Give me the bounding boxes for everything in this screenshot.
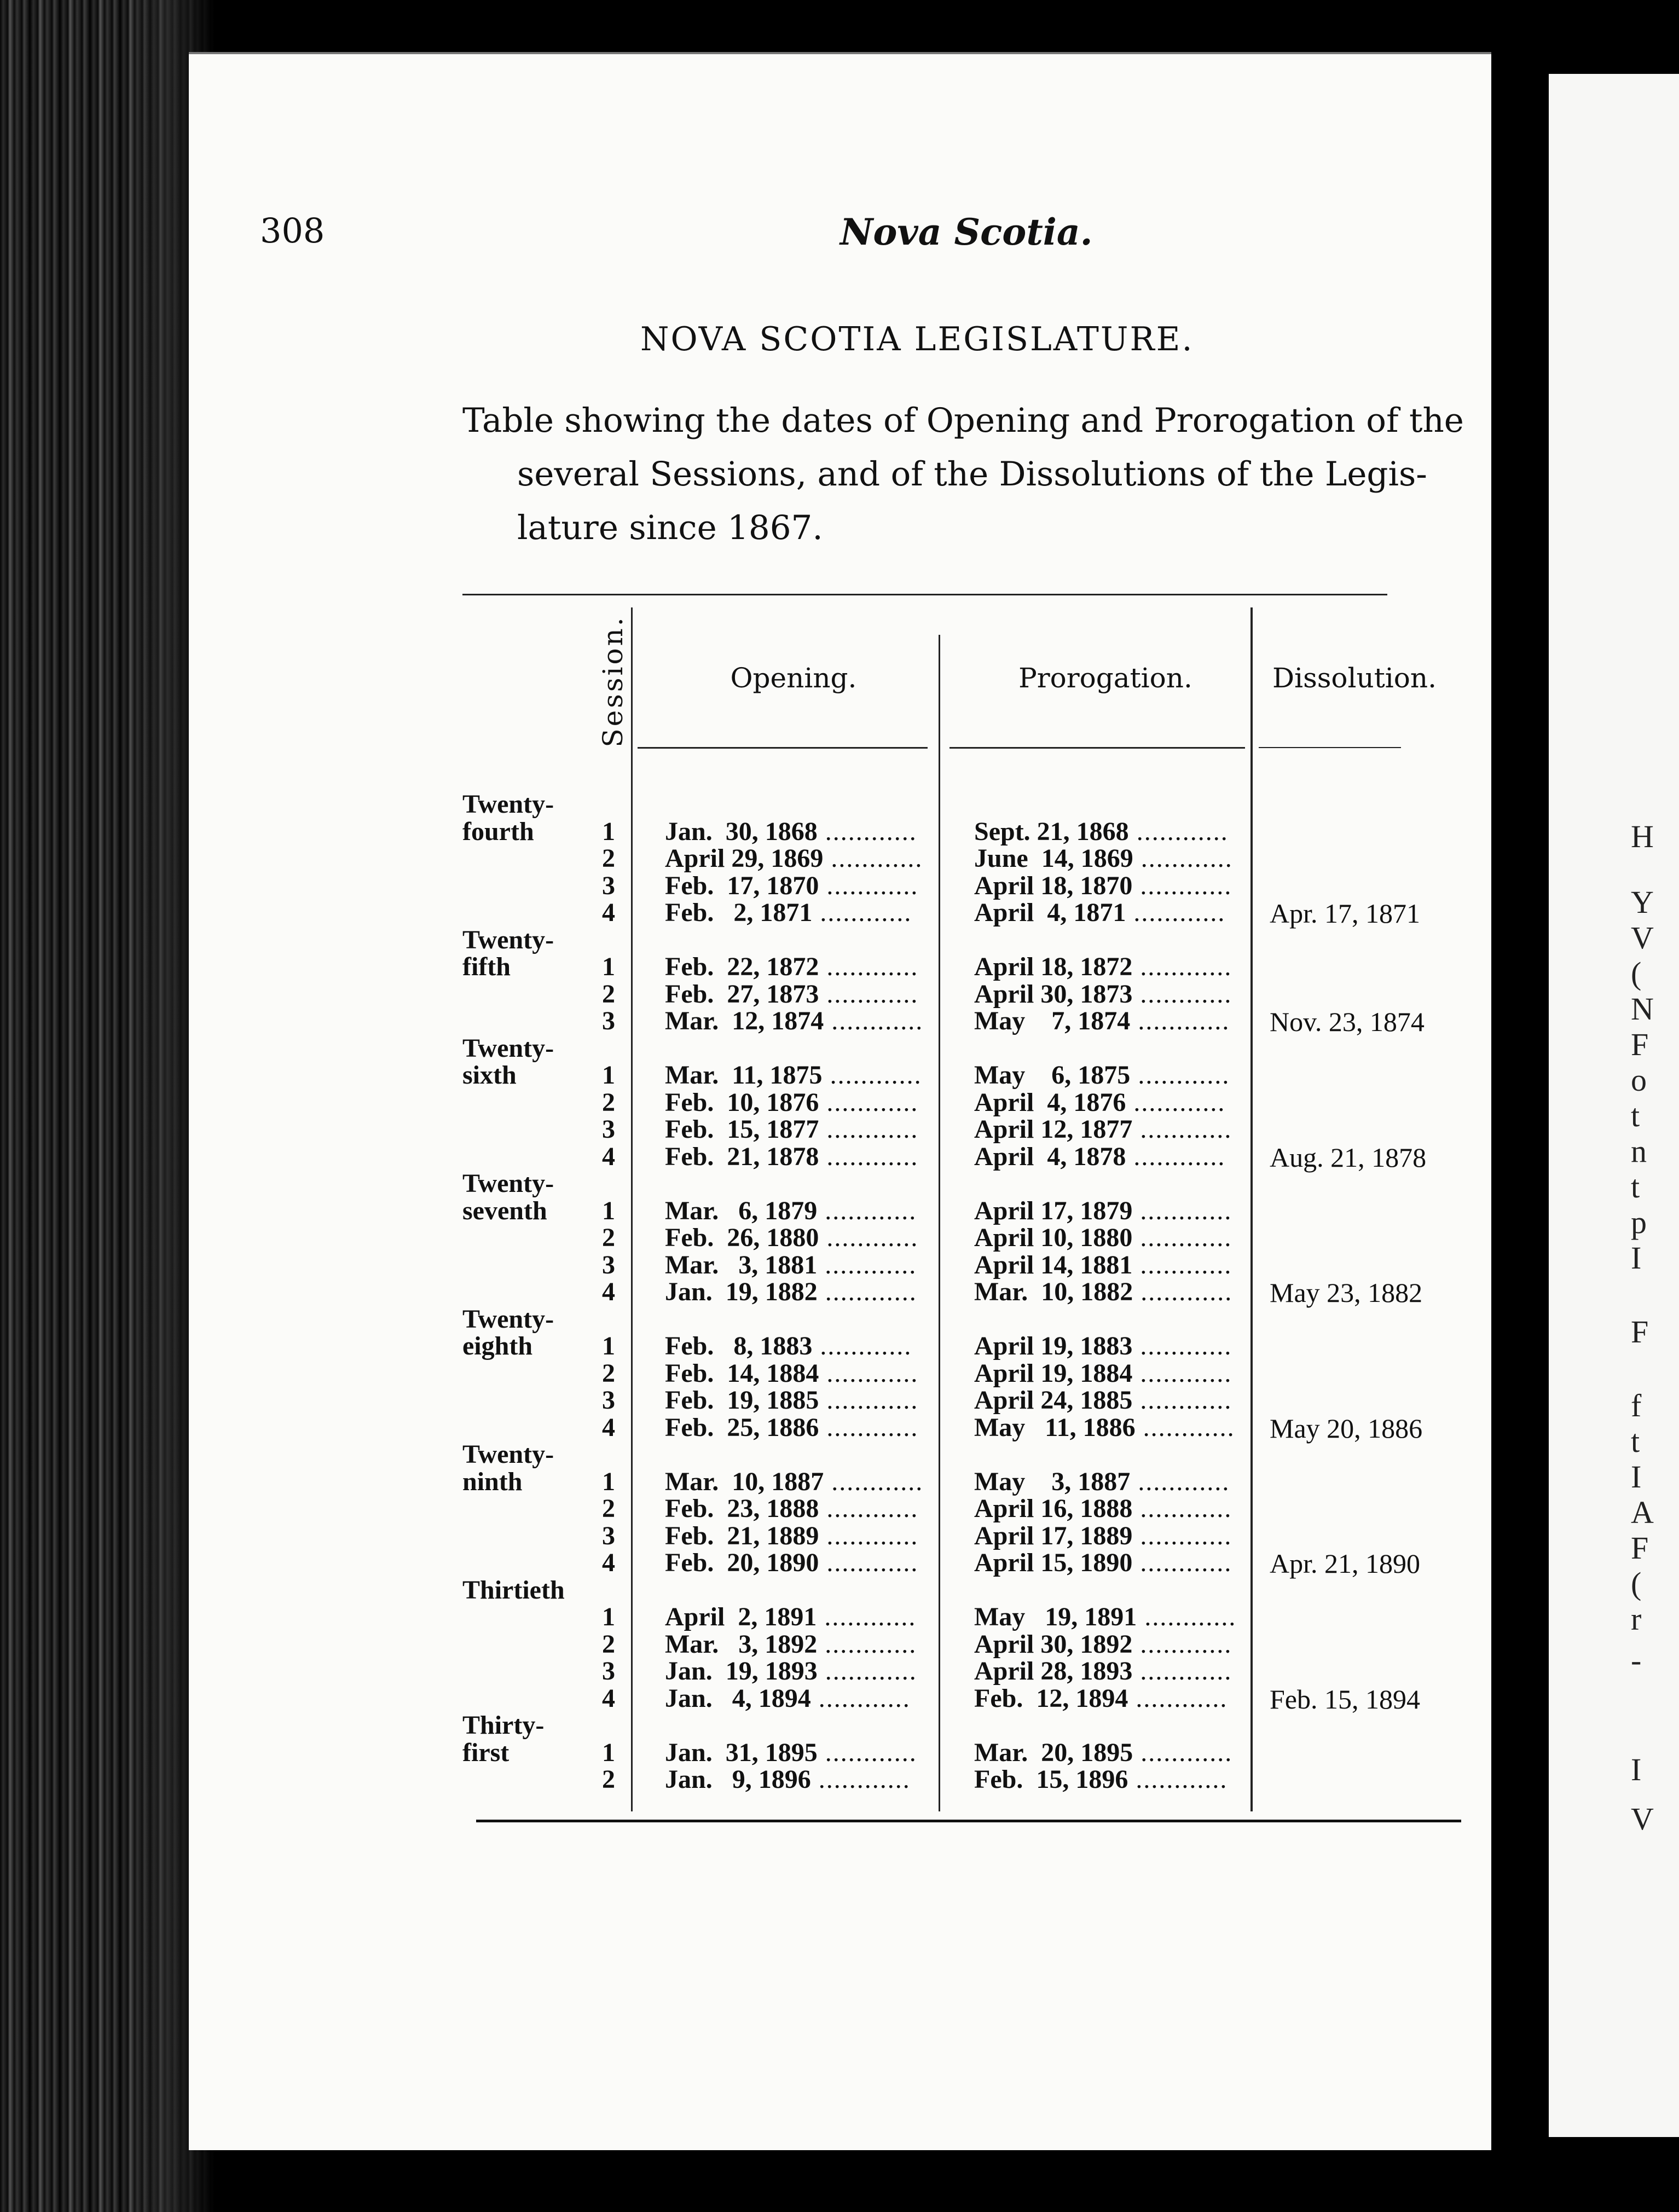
opening-cell: Feb. 8, 1883 ..... — [665, 1331, 933, 1361]
facing-page-text: ( — [1631, 956, 1642, 991]
session-cell: 2 — [602, 1765, 615, 1794]
header-underline — [1259, 747, 1401, 748]
table-row — [0, 1358, 1679, 1388]
facing-page-text: t — [1631, 1169, 1640, 1205]
session-cell: 1 — [602, 1061, 615, 1090]
facing-page-text: o — [1631, 1062, 1647, 1098]
legislature-name: Twenty- — [462, 1304, 554, 1334]
opening-cell: Feb. 22, 1872 ..... — [665, 952, 933, 982]
table-row — [0, 1385, 1679, 1415]
prorogation-cell: April 16, 1888 ..... — [974, 1493, 1253, 1524]
session-cell: 4 — [602, 1277, 615, 1306]
page-number: 308 — [260, 211, 325, 251]
session-cell: 3 — [602, 1386, 615, 1415]
opening-cell: Jan. 31, 1895 ..... — [665, 1738, 933, 1768]
opening-cell: Feb. 21, 1878 ..... — [665, 1142, 933, 1172]
prorogation-cell: May 7, 1874 ..... — [974, 1006, 1253, 1036]
facing-page-text: p — [1631, 1205, 1647, 1240]
legislature-name: eighth — [462, 1331, 533, 1360]
prorogation-cell: Mar. 20, 1895 ..... — [974, 1738, 1253, 1768]
opening-cell: Jan. 30, 1868 ..... — [665, 817, 933, 847]
session-cell: 2 — [602, 1223, 615, 1252]
table-row — [0, 1602, 1679, 1631]
header-session-label: Session. — [597, 615, 629, 748]
opening-cell: Feb. 25, 1886 ..... — [665, 1412, 933, 1443]
legislature-name: sixth — [462, 1061, 517, 1090]
facing-page-text: - — [1631, 1642, 1642, 1678]
opening-cell: Feb. 26, 1880 ..... — [665, 1223, 933, 1253]
table-row — [0, 1006, 1679, 1037]
table-row — [0, 1277, 1679, 1308]
header-opening: Opening. — [730, 662, 857, 694]
prorogation-cell: May 11, 1886 ..... — [974, 1412, 1253, 1443]
legislature-name: Twenty- — [462, 925, 554, 954]
legislature-name: Twenty- — [462, 790, 554, 819]
facing-page-text: ( — [1631, 1566, 1642, 1601]
caption-line: lature since 1867. — [517, 508, 823, 547]
legislature-name: Thirty- — [462, 1711, 545, 1740]
facing-page-text: H — [1631, 819, 1654, 854]
caption-line: Table showing the dates of Opening and Prorogation of the — [462, 401, 1464, 440]
table-row — [0, 979, 1679, 1009]
table-row — [0, 871, 1679, 900]
table-top-rule — [462, 594, 1387, 595]
table-caption — [462, 394, 1502, 555]
opening-cell: April 2, 1891 ..... — [665, 1602, 933, 1632]
table-row — [0, 1060, 1679, 1090]
prorogation-cell: April 4, 1878 ..... — [974, 1142, 1253, 1172]
facing-page-text: F — [1631, 1314, 1649, 1350]
table-row — [0, 1738, 1679, 1767]
opening-cell: Feb. 21, 1889 ..... — [665, 1521, 933, 1551]
prorogation-cell: May 19, 1891 ..... — [974, 1602, 1253, 1632]
opening-cell: Mar. 10, 1887 ..... — [665, 1467, 933, 1497]
session-cell: 1 — [602, 1196, 615, 1225]
prorogation-cell: April 18, 1870 ..... — [974, 871, 1253, 901]
prorogation-cell: April 10, 1880 ..... — [974, 1223, 1253, 1253]
prorogation-cell: May 3, 1887 ..... — [974, 1467, 1253, 1497]
prorogation-cell: Mar. 10, 1882 ..... — [974, 1277, 1253, 1307]
table-row — [0, 1087, 1679, 1117]
opening-cell: Mar. 11, 1875 ..... — [665, 1060, 933, 1090]
opening-cell: Mar. 6, 1879 ..... — [665, 1196, 933, 1226]
prorogation-cell: April 17, 1889 ..... — [974, 1521, 1253, 1551]
header-underline — [638, 747, 928, 749]
session-cell: 4 — [602, 1548, 615, 1577]
opening-cell: Feb. 2, 1871 ..... — [665, 897, 933, 928]
caption-line: several Sessions, and of the Dissolutions of the Legis- — [517, 455, 1427, 494]
table-row — [0, 1114, 1679, 1144]
facing-page-text: F — [1631, 1027, 1649, 1062]
prorogation-cell: April 19, 1883 ..... — [974, 1331, 1253, 1361]
prorogation-cell: April 28, 1893 ..... — [974, 1656, 1253, 1686]
prorogation-cell: April 15, 1890 ..... — [974, 1548, 1253, 1578]
facing-page-text: n — [1631, 1133, 1647, 1169]
header-prorogation: Prorogation. — [1018, 662, 1192, 694]
legislature-name: Twenty- — [462, 1440, 554, 1469]
opening-cell: Feb. 14, 1884 ..... — [665, 1358, 933, 1388]
table-row — [0, 897, 1679, 929]
opening-cell: Mar. 12, 1874 ..... — [665, 1006, 933, 1036]
legislature-name: fourth — [462, 817, 534, 846]
legislature-name: fifth — [462, 952, 511, 981]
table-row — [0, 952, 1679, 981]
session-cell: 3 — [602, 871, 615, 900]
prorogation-cell: April 14, 1881 ..... — [974, 1250, 1253, 1280]
prorogation-cell: Feb. 12, 1894 ..... — [974, 1683, 1253, 1713]
section-title: NOVA SCOTIA LEGISLATURE. — [640, 320, 1194, 358]
dissolution-cell: Apr. 17, 1871 — [1270, 898, 1420, 929]
table-row — [0, 1250, 1679, 1279]
prorogation-cell: June 14, 1869 ..... — [974, 843, 1253, 873]
table-row — [0, 1331, 1679, 1360]
dissolution-cell: Nov. 23, 1874 — [1270, 1006, 1425, 1037]
opening-cell: Feb. 23, 1888 ..... — [665, 1493, 933, 1524]
prorogation-cell: April 24, 1885 ..... — [974, 1385, 1253, 1415]
table-row — [0, 1656, 1679, 1686]
dissolution-cell: May 23, 1882 — [1270, 1277, 1423, 1308]
session-cell: 1 — [602, 952, 615, 981]
facing-page-text: N — [1631, 991, 1654, 1027]
session-cell: 2 — [602, 1087, 615, 1117]
prorogation-cell: April 18, 1872 ..... — [974, 952, 1253, 982]
session-cell: 3 — [602, 1006, 615, 1035]
table-row — [0, 1412, 1679, 1444]
prorogation-cell: Feb. 15, 1896 ..... — [974, 1764, 1253, 1794]
session-cell: 3 — [602, 1657, 615, 1686]
facing-page-text: V — [1631, 920, 1654, 956]
table-row — [0, 1548, 1679, 1579]
opening-cell: Jan. 19, 1893 ..... — [665, 1656, 933, 1686]
session-cell: 1 — [602, 1467, 615, 1496]
opening-cell: April 29, 1869 ..... — [665, 843, 933, 873]
facing-page-text: F — [1631, 1530, 1649, 1566]
session-cell: 4 — [602, 1683, 615, 1713]
legislature-name: seventh — [462, 1196, 547, 1225]
session-cell: 4 — [602, 1412, 615, 1442]
table-row — [0, 1764, 1679, 1794]
session-cell: 3 — [602, 1521, 615, 1550]
dissolution-cell: Feb. 15, 1894 — [1270, 1683, 1420, 1715]
legislature-name: first — [462, 1738, 510, 1767]
prorogation-cell: April 4, 1876 ..... — [974, 1087, 1253, 1117]
legislature-name: ninth — [462, 1467, 523, 1496]
opening-cell: Feb. 17, 1870 ..... — [665, 871, 933, 901]
session-cell: 2 — [602, 1494, 615, 1523]
session-cell: 2 — [602, 1358, 615, 1388]
table-row — [0, 1521, 1679, 1550]
facing-page-text: A — [1631, 1495, 1654, 1530]
prorogation-cell: April 17, 1879 ..... — [974, 1196, 1253, 1226]
header-session — [597, 615, 629, 748]
prorogation-cell: April 4, 1871 ..... — [974, 897, 1253, 928]
prorogation-cell: April 30, 1892 ..... — [974, 1629, 1253, 1659]
table-row — [0, 817, 1679, 846]
session-cell: 3 — [602, 1115, 615, 1144]
header-dissolution: Dissolution. — [1272, 662, 1437, 694]
session-cell: 1 — [602, 817, 615, 846]
facing-page-text: I — [1631, 1459, 1642, 1495]
table-row — [0, 1493, 1679, 1523]
session-cell: 1 — [602, 1738, 615, 1767]
facing-page-text: I — [1631, 1240, 1642, 1276]
running-title: Nova Scotia. — [840, 211, 1093, 253]
session-cell: 1 — [602, 1602, 615, 1631]
facing-page-text: I — [1631, 1752, 1642, 1787]
opening-cell: Feb. 20, 1890 ..... — [665, 1548, 933, 1578]
opening-cell: Jan. 9, 1896 ..... — [665, 1764, 933, 1794]
opening-cell: Feb. 15, 1877 ..... — [665, 1114, 933, 1144]
opening-cell: Jan. 4, 1894 ..... — [665, 1683, 933, 1713]
legislature-name: Twenty- — [462, 1033, 554, 1063]
opening-cell: Feb. 10, 1876 ..... — [665, 1087, 933, 1117]
dissolution-cell: Aug. 21, 1878 — [1270, 1142, 1427, 1173]
table-bottom-rule — [476, 1820, 1461, 1822]
opening-cell: Feb. 19, 1885 ..... — [665, 1385, 933, 1415]
table-row — [0, 1196, 1679, 1225]
session-cell: 2 — [602, 979, 615, 1009]
opening-cell: Jan. 19, 1882 ..... — [665, 1277, 933, 1307]
table-row — [0, 1467, 1679, 1496]
legislature-name: Twenty- — [462, 1169, 554, 1198]
dissolution-cell: May 20, 1886 — [1270, 1412, 1423, 1444]
session-cell: 4 — [602, 1142, 615, 1171]
opening-cell: Feb. 27, 1873 ..... — [665, 979, 933, 1009]
facing-page-text: V — [1631, 1801, 1654, 1837]
facing-page-text: r — [1631, 1601, 1642, 1637]
facing-page-text: f — [1631, 1388, 1642, 1423]
page-header — [260, 211, 1437, 265]
facing-page-text: t — [1631, 1098, 1640, 1133]
table-row — [0, 1629, 1679, 1659]
legislature-name: Thirtieth — [462, 1575, 565, 1605]
session-cell: 1 — [602, 1331, 615, 1360]
prorogation-cell: April 19, 1884 ..... — [974, 1358, 1253, 1388]
prorogation-cell: May 6, 1875 ..... — [974, 1060, 1253, 1090]
session-cell: 3 — [602, 1250, 615, 1279]
dissolution-cell: Apr. 21, 1890 — [1270, 1548, 1420, 1579]
header-underline — [949, 747, 1245, 749]
facing-page-text: t — [1631, 1423, 1640, 1459]
session-cell: 2 — [602, 1629, 615, 1659]
prorogation-cell: April 30, 1873 ..... — [974, 979, 1253, 1009]
prorogation-cell: Sept. 21, 1868 ..... — [974, 817, 1253, 847]
table-row — [0, 1223, 1679, 1252]
prorogation-cell: April 12, 1877 ..... — [974, 1114, 1253, 1144]
opening-cell: Mar. 3, 1892 ..... — [665, 1629, 933, 1659]
table-row — [0, 1683, 1679, 1715]
opening-cell: Mar. 3, 1881 ..... — [665, 1250, 933, 1280]
table-row — [0, 1142, 1679, 1173]
session-cell: 2 — [602, 844, 615, 873]
table-row — [0, 843, 1679, 873]
session-cell: 4 — [602, 898, 615, 927]
facing-page-text: Y — [1631, 884, 1654, 920]
